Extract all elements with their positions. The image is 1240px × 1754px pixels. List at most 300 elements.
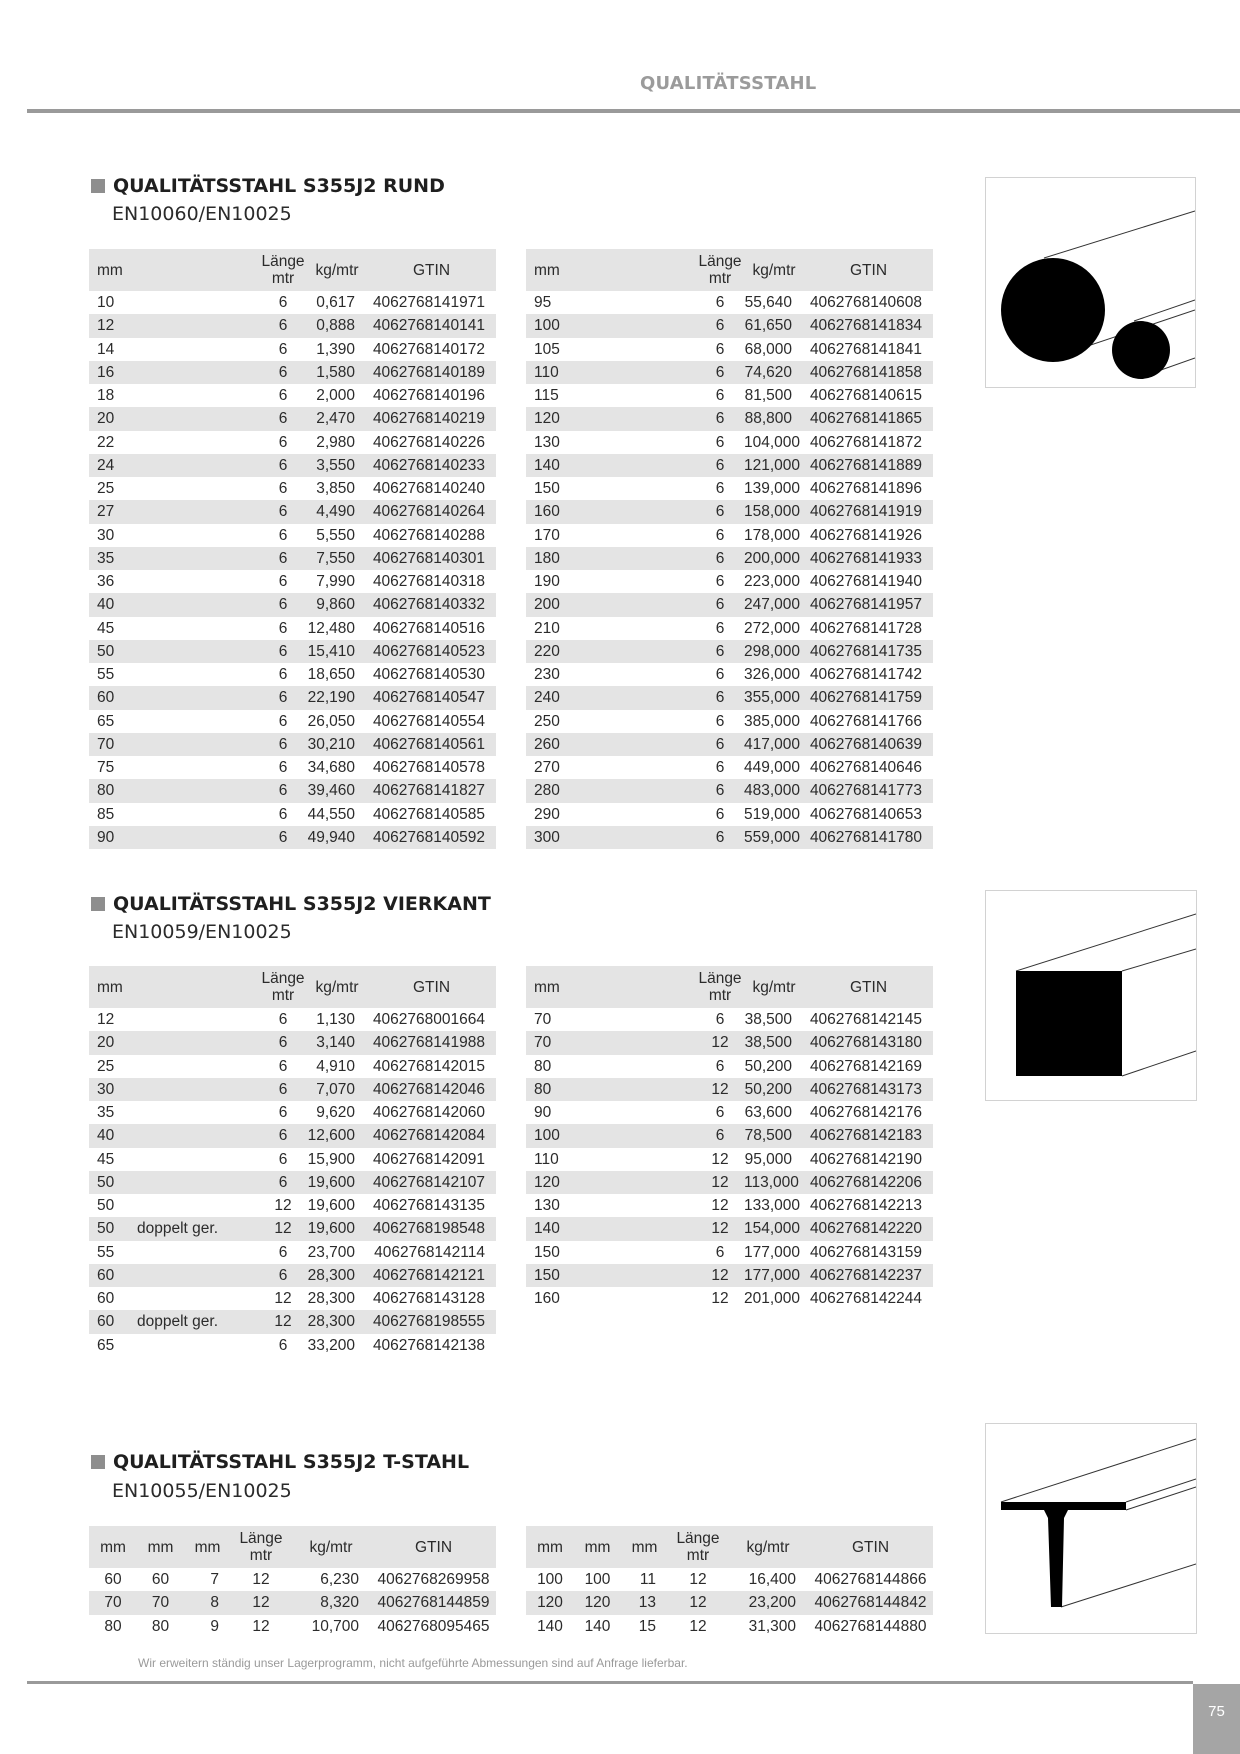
table-header-row <box>89 249 496 291</box>
table-cell: 70 <box>137 1591 184 1614</box>
round-bar-image <box>985 177 1196 388</box>
table-cell: 4062768141940 <box>809 573 923 590</box>
table-cell: 158,000 <box>744 500 804 523</box>
table-cell: 140 <box>537 1617 563 1635</box>
table-cell: 68,000 <box>744 340 793 358</box>
table-cell: 100 <box>537 1571 563 1588</box>
table-cell: 4062768141865 <box>804 407 933 430</box>
table-cell: 4062768142244 <box>809 1290 923 1307</box>
table-cell: 1,130 <box>316 1011 356 1028</box>
table-cell: 6 <box>715 433 725 451</box>
table-cell: 270 <box>534 759 560 776</box>
table-cell: 298,000 <box>744 640 804 663</box>
table-cell: 4062768141728 <box>809 619 923 637</box>
table-cell: 4062768140639 <box>804 733 933 756</box>
t-bar-image <box>985 1423 1197 1634</box>
table-cell: 3,850 <box>316 480 356 497</box>
table-cell: 272,000 <box>744 619 801 637</box>
table-cell: 11 <box>639 1571 656 1588</box>
table-row <box>526 1124 933 1147</box>
table-cell: 170 <box>534 526 560 544</box>
table-cell: 20 <box>89 1031 129 1054</box>
table-cell: 4062768142138 <box>372 1336 486 1354</box>
table-cell: 4062768140561 <box>367 733 496 756</box>
table-cell: 6 <box>696 361 744 384</box>
table-row <box>89 1171 496 1194</box>
table-cell <box>566 640 696 663</box>
table-cell: 519,000 <box>744 805 801 823</box>
table-cell <box>129 338 259 361</box>
table-cell: 4062768142176 <box>809 1104 923 1121</box>
table-cell: 70 <box>89 1591 137 1614</box>
table-cell: 355,000 <box>744 686 804 709</box>
table-cell: 38,500 <box>744 1011 793 1028</box>
table-cell: 4062768142121 <box>367 1264 496 1287</box>
table-cell: 16,400 <box>748 1571 796 1588</box>
table-cell: 120 <box>526 1171 566 1194</box>
table-cell: 4062768141780 <box>804 826 933 849</box>
table-row <box>89 431 496 454</box>
table-row <box>89 500 496 523</box>
table-cell: 4062768142183 <box>804 1124 933 1147</box>
table-cell: 4062768142220 <box>804 1217 933 1240</box>
table-cell: 190 <box>534 573 560 590</box>
table-row <box>526 1591 933 1614</box>
table-header-row <box>526 966 933 1008</box>
table-cell: 12 <box>89 314 129 337</box>
t-stahl-table-left <box>89 1526 496 1638</box>
table-cell: 7 <box>210 1571 219 1588</box>
table-row <box>526 547 933 570</box>
table-cell <box>129 314 259 337</box>
section-bullet-icon <box>91 897 105 911</box>
table-cell: 150 <box>534 480 560 497</box>
table-cell: doppelt ger. <box>129 1310 259 1333</box>
table-cell: 12 <box>696 1031 744 1054</box>
table-cell: 4062768140516 <box>372 619 486 637</box>
page-number: 75 <box>1193 1684 1240 1754</box>
table-row <box>89 756 496 779</box>
column-header: GTIN <box>804 966 933 1008</box>
table-cell: 12 <box>259 1217 307 1240</box>
table-row <box>89 454 496 477</box>
table-cell <box>566 1264 696 1287</box>
table-cell: 4062768140332 <box>367 593 496 616</box>
table-row <box>89 314 496 337</box>
table-cell: 6 <box>278 1336 288 1354</box>
table-cell: 12 <box>689 1617 707 1635</box>
table-cell: 4062768142114 <box>374 1243 486 1261</box>
table-row <box>526 570 933 593</box>
table-cell: 4062768140585 <box>372 805 486 823</box>
table-cell: 200,000 <box>744 547 804 570</box>
table-cell: 140 <box>584 1617 611 1635</box>
table-cell: 4062768144866 <box>814 1571 927 1588</box>
table-cell: 24 <box>89 454 129 477</box>
table-row <box>526 803 933 826</box>
column-header: mm <box>526 966 696 1008</box>
table-row <box>89 1008 496 1031</box>
table-row <box>526 1148 933 1171</box>
table-cell <box>566 1217 696 1240</box>
table-cell: 7,990 <box>316 573 356 590</box>
table-cell: 6 <box>278 387 288 404</box>
table-cell: 12 <box>696 1171 744 1194</box>
column-header: kg/mtr <box>728 1526 808 1568</box>
table-cell <box>566 1241 696 1264</box>
table-cell: 4062768142060 <box>372 1104 486 1121</box>
table-cell: 1,580 <box>307 361 367 384</box>
vierkant-table-left <box>89 966 496 1357</box>
table-cell: 80 <box>89 779 129 802</box>
column-header: kg/mtr <box>291 1526 371 1568</box>
table-cell <box>129 593 259 616</box>
table-row <box>526 1055 933 1078</box>
table-cell: 6 <box>278 759 288 776</box>
table-cell: 6 <box>278 1243 288 1261</box>
table-cell: 65 <box>97 712 115 730</box>
table-cell <box>129 779 259 802</box>
table-cell: 6 <box>259 407 307 430</box>
table-row <box>89 384 496 407</box>
table-cell <box>129 1148 259 1171</box>
table-cell: 50,200 <box>744 1057 793 1075</box>
table-cell: 6 <box>696 686 744 709</box>
table-cell: 4062768144859 <box>371 1591 496 1614</box>
table-row <box>89 1124 496 1147</box>
table-cell: 28,300 <box>307 1290 356 1307</box>
table-cell: 4062768140578 <box>372 759 486 776</box>
table-cell: 45 <box>97 619 115 637</box>
table-cell: 23,700 <box>307 1243 356 1261</box>
table-cell: 6 <box>696 779 744 802</box>
table-cell: 34,680 <box>307 759 356 776</box>
table-cell <box>129 477 259 500</box>
table-cell: 6 <box>259 361 307 384</box>
table-cell: 4062768142091 <box>372 1150 486 1168</box>
table-cell: 78,500 <box>744 1124 804 1147</box>
table-cell: 61,650 <box>744 314 804 337</box>
table-row <box>526 1008 933 1031</box>
section-subtitle-rund: EN10060/EN10025 <box>112 203 292 225</box>
table-cell: 6 <box>259 1264 307 1287</box>
table-row <box>526 663 933 686</box>
table-cell: 6 <box>259 640 307 663</box>
column-header: Länge mtr <box>259 966 307 1008</box>
table-cell: 95,000 <box>744 1150 793 1168</box>
footer-divider <box>27 1681 1193 1684</box>
table-cell: 6 <box>715 526 725 544</box>
table-cell: 6 <box>278 480 288 497</box>
table-cell <box>566 710 696 733</box>
table-row <box>89 1241 496 1264</box>
table-cell: 2,470 <box>307 407 367 430</box>
table-cell: 12 <box>711 1290 729 1307</box>
table-cell: 417,000 <box>744 733 804 756</box>
rund-table-right <box>526 249 933 849</box>
table-cell: 23,200 <box>728 1591 808 1614</box>
table-cell: 160 <box>526 500 566 523</box>
table-cell: 6 <box>259 500 307 523</box>
table-cell: 6 <box>715 759 725 776</box>
table-cell: 12 <box>252 1617 270 1635</box>
table-cell: 55 <box>97 1243 115 1261</box>
table-cell: 6 <box>259 1031 307 1054</box>
table-cell: 326,000 <box>744 666 801 683</box>
table-cell: 4062768140547 <box>367 686 496 709</box>
table-cell <box>566 1008 696 1031</box>
table-cell <box>129 1334 259 1357</box>
table-cell <box>566 1078 696 1101</box>
table-cell <box>129 1241 259 1264</box>
table-cell: 130 <box>534 433 560 451</box>
table-cell: 27 <box>89 500 129 523</box>
table-cell: 12 <box>696 1078 744 1101</box>
section-bullet-icon <box>91 1455 105 1469</box>
table-cell: 12 <box>689 1571 707 1588</box>
table-cell <box>566 431 696 454</box>
table-cell: 115 <box>534 387 559 404</box>
table-row <box>526 1171 933 1194</box>
section-title-text: QUALITÄTSSTAHL S355J2 RUND <box>113 175 445 197</box>
table-cell: 240 <box>526 686 566 709</box>
table-cell <box>566 617 696 640</box>
table-cell: 14 <box>97 340 115 358</box>
table-cell: 6 <box>259 826 307 849</box>
table-cell <box>566 407 696 430</box>
table-cell <box>566 1171 696 1194</box>
column-header: kg/mtr <box>307 966 367 1008</box>
table-row <box>89 686 496 709</box>
table-cell: doppelt ger. <box>129 1217 259 1240</box>
table-cell <box>566 826 696 849</box>
table-cell <box>129 454 259 477</box>
table-cell: 40 <box>89 593 129 616</box>
table-cell: 80 <box>526 1078 566 1101</box>
table-cell: 6 <box>696 593 744 616</box>
table-cell: 6 <box>715 573 725 590</box>
table-cell: 3,140 <box>307 1031 367 1054</box>
table-cell: 4062768140233 <box>367 454 496 477</box>
table-cell: 12 <box>711 1150 729 1168</box>
table-cell: 50 <box>97 1197 115 1214</box>
table-cell: 60 <box>89 1310 129 1333</box>
table-cell: 4062768141759 <box>804 686 933 709</box>
table-cell: 220 <box>526 640 566 663</box>
table-cell: 300 <box>526 826 566 849</box>
table-row <box>89 1217 496 1240</box>
table-cell: 12 <box>711 1197 729 1214</box>
table-cell: 6 <box>259 1171 307 1194</box>
table-cell: 154,000 <box>744 1217 804 1240</box>
table-cell: 4062768140592 <box>367 826 496 849</box>
table-row <box>526 779 933 802</box>
table-row <box>89 593 496 616</box>
rund-table-left <box>89 249 496 849</box>
column-header: mm <box>89 249 259 291</box>
table-cell: 6 <box>696 733 744 756</box>
table-cell: 100 <box>584 1571 611 1588</box>
table-row <box>89 1568 496 1591</box>
table-cell: 6 <box>278 1011 288 1028</box>
table-cell <box>566 803 696 826</box>
footnote: Wir erweitern ständig unser Lagerprogramm, nicht aufgeführte Abmessungen sind auf Anfrage lieferbar. <box>138 1656 688 1670</box>
column-header: GTIN <box>367 966 496 1008</box>
table-cell: 4062768141919 <box>804 500 933 523</box>
table-row <box>526 826 933 849</box>
table-cell: 10 <box>97 294 115 311</box>
table-cell: 19,600 <box>307 1217 367 1240</box>
table-cell: 28,300 <box>307 1264 367 1287</box>
table-row <box>89 1310 496 1333</box>
table-cell <box>129 1264 259 1287</box>
table-cell: 18,650 <box>307 666 356 683</box>
table-cell: 139,000 <box>744 480 801 497</box>
table-cell: 50,200 <box>744 1078 804 1101</box>
table-cell: 12 <box>696 1264 744 1287</box>
table-cell: 22 <box>97 433 115 451</box>
table-cell: 6 <box>696 1124 744 1147</box>
table-cell: 6 <box>278 573 288 590</box>
table-cell: 280 <box>526 779 566 802</box>
table-cell: 6 <box>715 294 725 311</box>
table-cell: 4062768140646 <box>809 759 923 776</box>
table-header-row <box>526 249 933 291</box>
table-row <box>526 338 933 361</box>
table-cell <box>129 570 259 593</box>
table-cell <box>129 803 259 826</box>
table-cell: 4062768141933 <box>804 547 933 570</box>
table-row <box>526 291 933 314</box>
table-row <box>89 803 496 826</box>
table-cell <box>566 1194 696 1217</box>
table-cell: 4062768140301 <box>367 547 496 570</box>
table-cell: 177,000 <box>744 1264 804 1287</box>
table-cell: 6 <box>696 500 744 523</box>
table-cell <box>566 524 696 547</box>
column-header: Länge mtr <box>259 249 307 291</box>
table-row <box>526 1194 933 1217</box>
table-row <box>526 756 933 779</box>
table-cell: 105 <box>534 340 560 358</box>
table-cell: 250 <box>534 712 560 730</box>
table-cell: 4062768140523 <box>367 640 496 663</box>
square-bar-icon <box>986 891 1196 1100</box>
table-cell: 6 <box>696 314 744 337</box>
table-cell: 113,000 <box>744 1171 804 1194</box>
table-cell: 80 <box>151 1617 170 1635</box>
table-row <box>526 710 933 733</box>
table-row <box>89 407 496 430</box>
table-cell <box>129 431 259 454</box>
table-cell: 4062768142145 <box>809 1011 923 1028</box>
table-cell: 4062768142107 <box>367 1171 496 1194</box>
table-cell: 12 <box>97 1011 115 1028</box>
table-cell <box>129 686 259 709</box>
table-cell <box>566 756 696 779</box>
table-cell: 4062768140318 <box>372 573 486 590</box>
table-cell: 7,550 <box>307 547 367 570</box>
table-cell: 9,860 <box>307 593 367 616</box>
table-cell: 4062768143180 <box>804 1031 933 1054</box>
section-title-t-stahl <box>91 1451 469 1473</box>
column-header: mm <box>89 966 259 1008</box>
table-row <box>526 733 933 756</box>
table-cell: 6 <box>715 1057 725 1075</box>
table-cell: 6 <box>278 619 288 637</box>
table-cell: 70 <box>534 1011 552 1028</box>
table-cell: 6 <box>259 547 307 570</box>
table-cell: 12,480 <box>307 619 356 637</box>
table-row <box>89 547 496 570</box>
table-row <box>526 500 933 523</box>
table-cell: 4062768140226 <box>372 433 486 451</box>
table-row <box>526 1264 933 1287</box>
table-row <box>89 1031 496 1054</box>
round-bar-icon <box>986 178 1195 387</box>
table-cell: 5,550 <box>316 526 356 544</box>
table-header-row <box>89 966 496 1008</box>
table-cell: 177,000 <box>744 1243 801 1261</box>
table-cell: 100 <box>526 1124 566 1147</box>
table-cell: 6 <box>278 526 288 544</box>
table-row <box>526 686 933 709</box>
table-cell: 6 <box>259 314 307 337</box>
table-cell: 120 <box>526 407 566 430</box>
table-cell: 12,600 <box>307 1124 367 1147</box>
table-cell <box>129 361 259 384</box>
section-title-text: QUALITÄTSSTAHL S355J2 T-STAHL <box>113 1451 470 1473</box>
column-header: Länge mtr <box>696 249 744 291</box>
table-row <box>526 1568 933 1591</box>
table-cell: 4062768001664 <box>372 1011 486 1028</box>
vierkant-table-right <box>526 966 933 1310</box>
table-row <box>526 640 933 663</box>
table-cell: 110 <box>526 361 566 384</box>
table-row <box>526 454 933 477</box>
table-cell: 0,617 <box>316 294 356 311</box>
table-cell: 483,000 <box>744 779 804 802</box>
table-cell: 4062768143128 <box>372 1290 486 1307</box>
column-header: mm <box>184 1526 231 1568</box>
table-cell <box>129 663 259 686</box>
table-cell: 230 <box>534 666 560 683</box>
table-cell: 70 <box>89 733 129 756</box>
table-row <box>89 733 496 756</box>
table-cell: 1,390 <box>316 340 356 358</box>
table-cell <box>566 454 696 477</box>
table-cell <box>129 524 259 547</box>
table-cell: 150 <box>534 1243 560 1261</box>
table-cell <box>566 733 696 756</box>
column-header: kg/mtr <box>744 966 804 1008</box>
table-cell <box>566 291 696 314</box>
table-cell: 6 <box>696 640 744 663</box>
table-cell: 2,000 <box>316 387 356 404</box>
table-cell: 6 <box>259 593 307 616</box>
table-cell: 60 <box>151 1571 170 1588</box>
table-cell: 80 <box>534 1057 552 1075</box>
table-cell: 104,000 <box>744 433 801 451</box>
table-cell: 60 <box>104 1571 122 1588</box>
table-cell <box>129 617 259 640</box>
table-cell <box>566 1124 696 1147</box>
table-cell: 50 <box>89 640 129 663</box>
table-cell: 4062768142213 <box>809 1197 923 1214</box>
column-header: kg/mtr <box>307 249 367 291</box>
table-row <box>89 1148 496 1171</box>
table-cell: 10,700 <box>311 1617 359 1635</box>
